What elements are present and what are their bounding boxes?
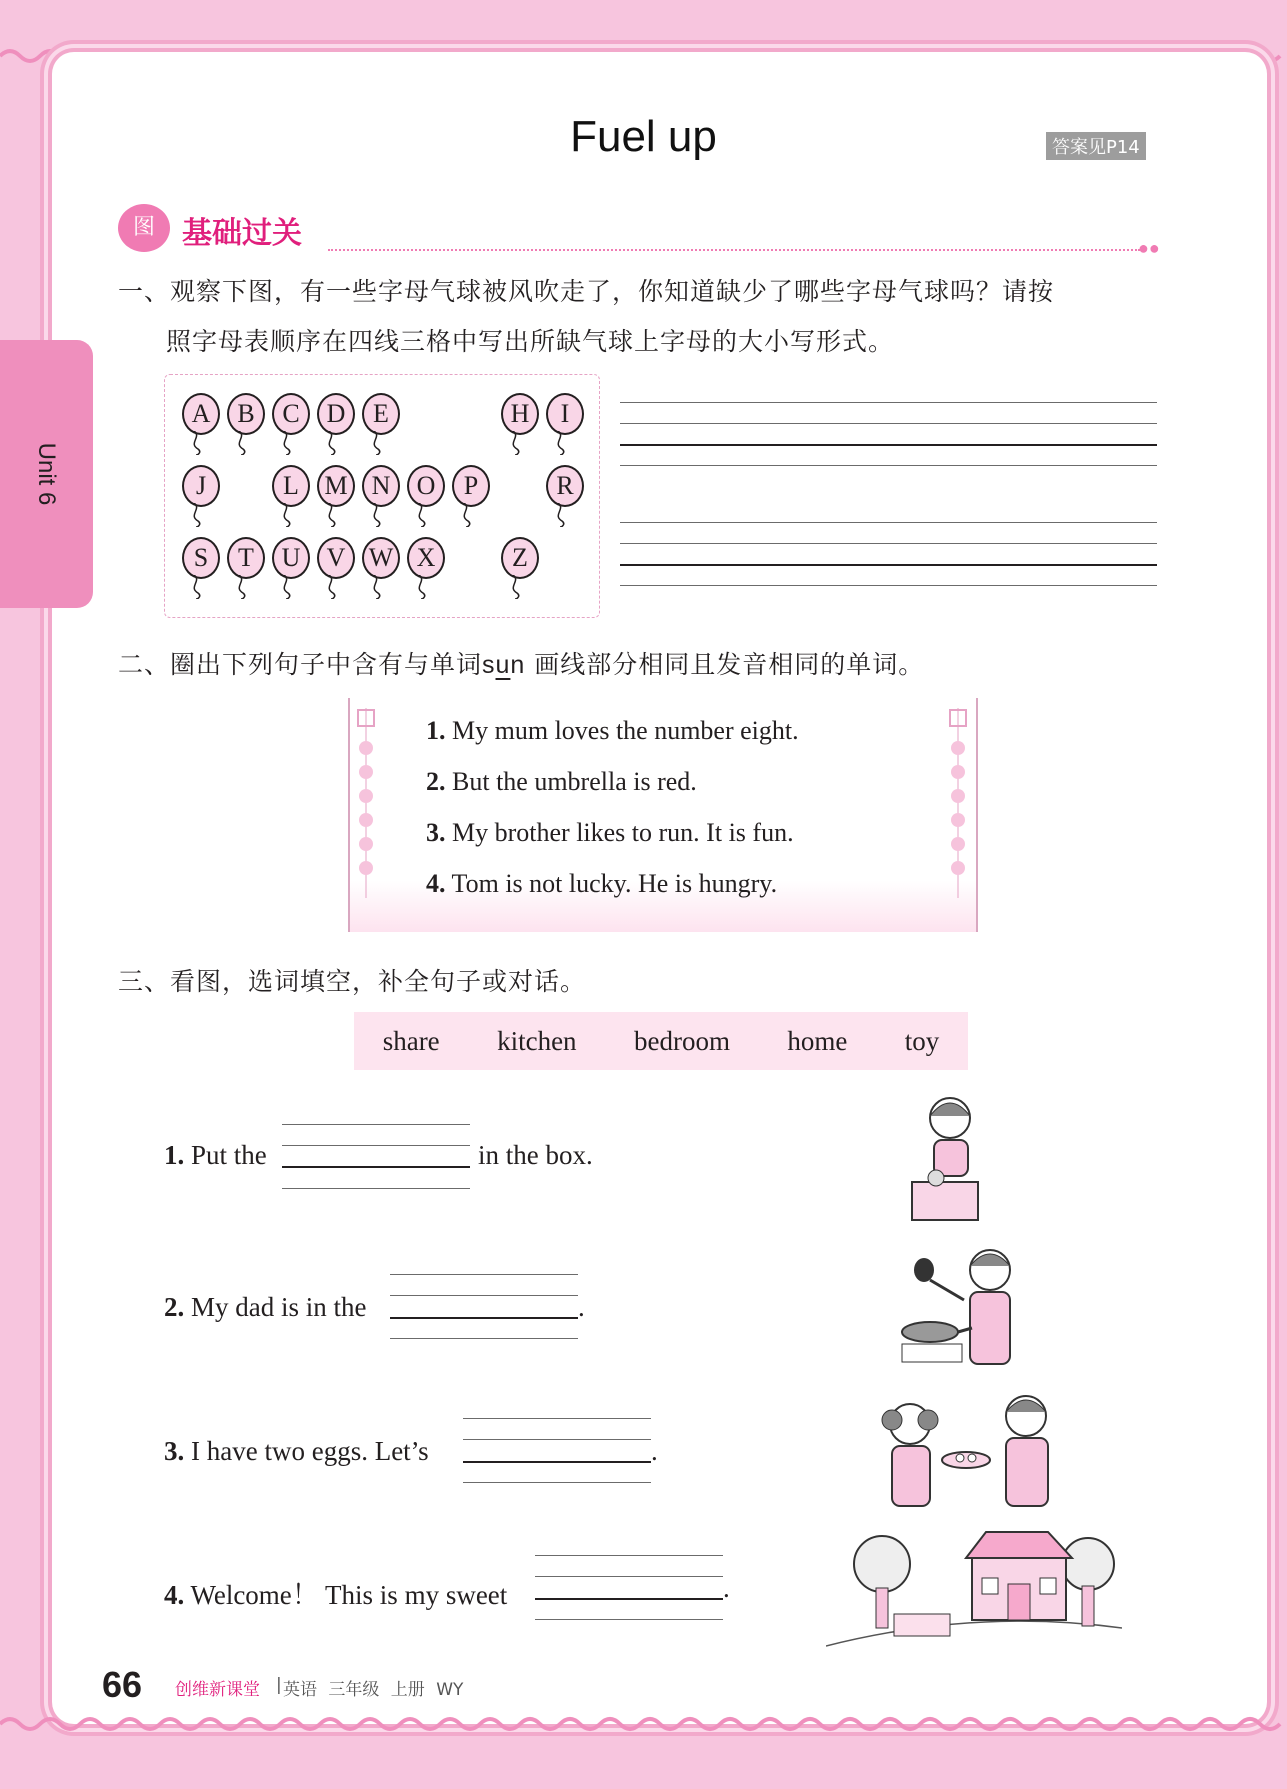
unit-tab [0, 340, 93, 608]
balloon: Z [501, 537, 539, 599]
word-bank-item: share [382, 1025, 440, 1056]
section-header [118, 204, 1160, 258]
book-meta: 英语 三年级 上册 WY [283, 1680, 464, 1700]
fill-item-4: 4. Welcome！ This is my sweet [164, 1580, 508, 1610]
answer-blank-4[interactable] [535, 1555, 723, 1621]
balloon: L [272, 465, 310, 527]
balloon: X [407, 537, 445, 599]
unit-tab-label: Unit 6 [33, 442, 60, 506]
balloon: P [452, 465, 490, 527]
fill-item-4-tail: . [723, 1573, 730, 1603]
balloon: S [182, 537, 220, 599]
balloon: H [501, 393, 539, 455]
girl-with-toy-box-illustration [906, 1090, 986, 1224]
balloon: U [272, 537, 310, 599]
balloon: V [317, 537, 355, 599]
word-bank [354, 1012, 968, 1070]
q1-instruction-line1: 一、观察下图，有一些字母气球被风吹走了，你知道缺少了哪些字母气球吗？请按 [118, 277, 1055, 306]
fill-item-3-tail: . [651, 1436, 658, 1466]
section-title: 基础过关 [182, 216, 302, 251]
sentence-item[interactable]: 4. Tom is not lucky. He is hungry. [426, 869, 778, 898]
balloon: M [317, 465, 355, 527]
fill-item-3: 3. I have two eggs. Let’s [164, 1436, 429, 1466]
balloon: T [227, 537, 265, 599]
page-title: Fuel up [570, 112, 717, 161]
answer-blank-2[interactable] [390, 1274, 578, 1340]
balloon: O [407, 465, 445, 527]
word-bank-item: bedroom [633, 1025, 730, 1056]
sentence-list [426, 716, 799, 920]
balloon-alphabet-panel [164, 374, 600, 618]
dad-cooking-illustration [900, 1240, 1030, 1370]
fill-item-1: 1. Put the [164, 1140, 267, 1170]
lantern-decoration-icon [948, 708, 968, 898]
answer-reference-badge: 答案见P14 [1046, 132, 1146, 160]
answer-blank-3[interactable] [463, 1418, 651, 1484]
fill-item-2: 2. My dad is in the [164, 1292, 367, 1322]
balloon: J [182, 465, 220, 527]
balloon: W [362, 537, 400, 599]
writing-lines-1[interactable] [620, 402, 1157, 468]
q3-instruction: 三、看图，选词填空，补全句子或对话。 [118, 967, 587, 996]
word-bank-item: toy [904, 1025, 940, 1056]
word-bank-item: home [787, 1025, 848, 1056]
balloon: N [362, 465, 400, 527]
lantern-decoration-icon [356, 708, 376, 898]
section-divider [328, 249, 1140, 251]
sentence-item[interactable]: 1. My mum loves the number eight. [426, 716, 799, 745]
page-number: 66 [102, 1664, 143, 1705]
sentence-item[interactable]: 3. My brother likes to run. It is fun. [426, 818, 794, 847]
sweet-home-house-illustration [826, 1528, 1122, 1648]
series-name: 创维新课堂 [175, 1680, 260, 1700]
balloon: A [182, 393, 220, 455]
writing-lines-2[interactable] [620, 522, 1157, 588]
balloon: D [317, 393, 355, 455]
section-mascot-icon: 图 [118, 204, 170, 252]
balloon: C [272, 393, 310, 455]
bottom-wave-border [0, 1712, 1287, 1736]
fill-item-2-tail: . [578, 1292, 585, 1322]
kids-sharing-eggs-illustration [876, 1390, 1066, 1508]
sentence-item[interactable]: 2. But the umbrella is red. [426, 767, 697, 796]
balloon: B [227, 393, 265, 455]
balloon: R [546, 465, 584, 527]
sentence-card [348, 698, 978, 932]
balloon: I [546, 393, 584, 455]
balloon: E [362, 393, 400, 455]
q1-instruction-line2: 照字母表顺序在四线三格中写出所缺气球上字母的大小写形式。 [166, 327, 895, 356]
section-dots-icon: ●● [1138, 238, 1160, 258]
footer-separator: | [276, 1675, 282, 1695]
word-bank-item: kitchen [497, 1025, 577, 1056]
q2-instruction: 二、圈出下列句子中含有与单词sun 画线部分相同且发音相同的单词。 [118, 650, 925, 679]
answer-blank-1[interactable] [282, 1124, 470, 1190]
fill-item-1-tail: in the box. [478, 1140, 593, 1170]
